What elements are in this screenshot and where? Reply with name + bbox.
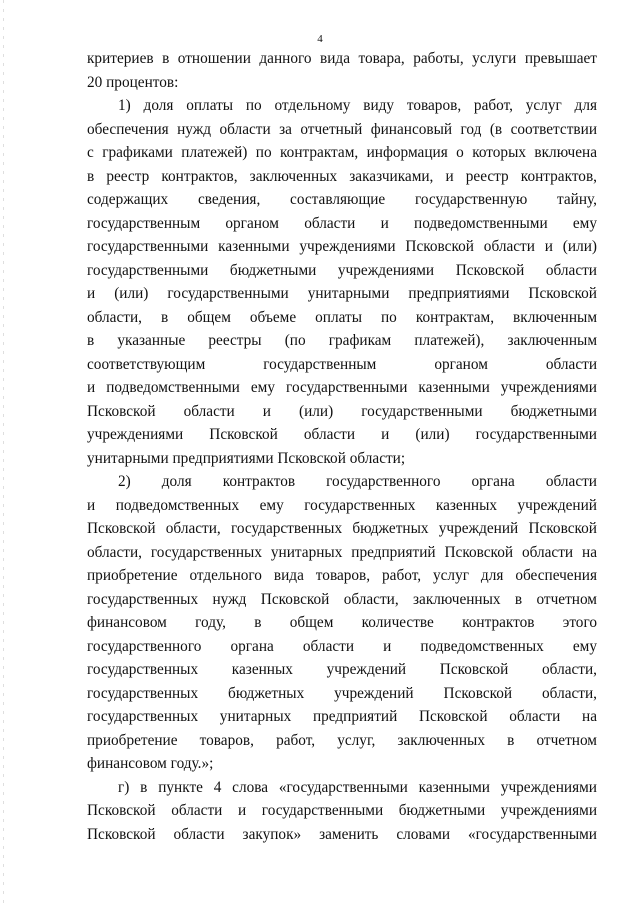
text-line: Псковской области закупок» заменить словами «государственными [87,825,597,843]
text-line: приобретение товаров, работ, услуг, заключенных в отчетном [87,731,597,749]
text-line: Псковской области и (или) государственными бюджетными [87,402,597,420]
text-line: государственным органом области и подведомственными ему [87,214,597,232]
text-line: 2) доля контрактов государственного органа области [118,473,597,490]
text-line: Псковской области и государственными бюджетными учреждениями [87,802,597,819]
text-line: в реестр контрактов, заключенных заказчиками, и реестр контрактов, [87,167,597,185]
text-line: содержащих сведения, составляющие государственную тайну, [87,191,597,208]
text-line: и подведомственными ему государственными казенными учреждениями [87,379,597,396]
text-line: финансовом году.»; [87,755,214,772]
text-line: государственными бюджетными учреждениями Псковской области [87,261,597,279]
text-line: государственных унитарных предприятий Псковской области на [87,708,597,725]
text-line: государственных казенных учреждений Псковской области, [87,661,597,678]
scan-edge [3,0,4,905]
body-text [87,47,597,846]
text-line: критериев в отношении данного вида товара, работы, услуги превышает [87,50,597,67]
text-line: 20 процентов: [87,73,179,91]
text-line: государственных нужд Псковской области, заключенных в отчетном [87,590,597,608]
text-line: приобретение отдельного вида товаров, работ, услуг для обеспечения [87,567,597,584]
text-line: Псковской области, государственных бюджетных учреждений Псковской [87,520,597,537]
text-line: государственного органа области и подведомственных ему [87,637,597,655]
page-number: 4 [317,33,323,45]
text-line: финансовом году, в общем количестве контрактов этого [87,614,597,631]
text-line: учреждениями Псковской области и (или) государственными [87,426,597,443]
text-line: с графиками платежей) по контрактам, информация о которых включена [87,144,597,161]
text-line: и (или) государственными унитарными предприятиями Псковской [87,285,597,302]
text-line: г) в пункте 4 слова «государственными казенными учреждениями [118,778,597,796]
text-line: 1) доля оплаты по отдельному виду товаров, работ, услуг для [118,97,597,114]
text-line: и подведомственных ему государственных казенных учреждений [87,496,597,514]
text-line: обеспечения нужд области за отчетный финансовый год (в соответствии [87,120,597,138]
text-line: соответствующим государственным органом области [87,355,597,373]
text-line: государственных бюджетных учреждений Псковской области, [87,684,597,702]
text-line: унитарными предприятиями Псковской области; [87,449,406,467]
text-line: государственными казенными учреждениями Псковской области и (или) [87,238,597,255]
text-line: области, в общем объеме оплаты по контрактам, включенным [87,308,597,326]
text-line: в указанные реестры (по графикам платежей), заключенным [87,332,597,349]
text-line: области, государственных унитарных предприятий Псковской области на [87,543,597,561]
